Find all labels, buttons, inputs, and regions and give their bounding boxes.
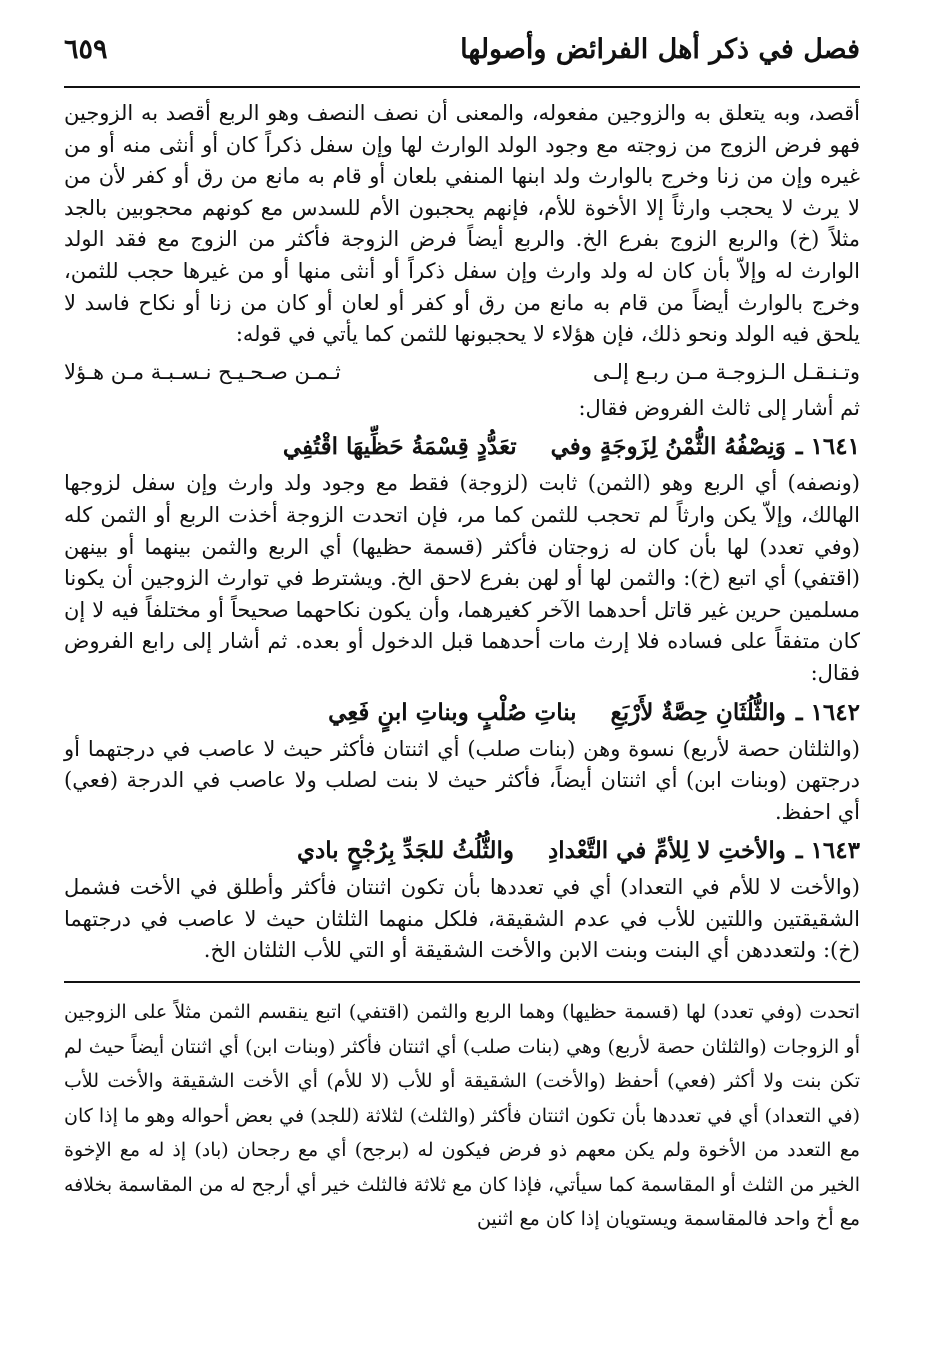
quote-verse-first-hemistich: وتـنـقـل الـزوجـة مـن ربـع إلـى [592, 359, 860, 384]
verse-1641-first-hemistich: وَنِصْفُهُ الثُّمْنُ لِزَوجَةٍ وفي [550, 433, 786, 461]
verse-1643-first-hemistich: والأختِ لا لِلأمِّ في التَّعْدادِ [547, 837, 786, 865]
verse-1642-number: ١٦٤٢ ـ [795, 698, 860, 726]
verse-1643-number: ١٦٤٣ ـ [795, 837, 860, 865]
verse-1642 [64, 694, 860, 732]
quote-verse-second-hemistich: ثـمـن صـحـيـح نـسـبـة مـن هـؤلا [64, 359, 341, 384]
verse-1643 [64, 832, 860, 870]
page-number: ٦٥٩ [64, 34, 108, 65]
paragraph-1: أقصد، وبه يتعلق به والزوجين مفعوله، والمعنى أن نصف النصف وهو الربع أقصد به الزوجين فهو فرض الزوج من زوجته مع وجود الولد الوارث لها وإن سفل ذكراً كان أو أنثى منه أو من غيره وإن من زنا وخرج بالوارث ولد ابنها المنفي بلعان أو قام به مانع من رق أو كفر لأن من لا يرث لا يحجب وارثاً إلا الأخوة للأم، فإنهم يحجبون الأم للسدس مع كونهم محجوبين بالجد مثلاً (خ) والربع الزوج بفرع الخ. والربع أيضاً فرض الزوجة فأكثر من الزوج مع فقد الولد الوارث له وإلاّ بأن كان له ولد وارث وإن سفل ذكراً أو أنثى منها أو من غيرها حجب للثمن، وخرج بالوارث أيضاً من قام به مانع من رق أو كفر أو لعان أو كان من زنا أو نكاح فاسد لا يلحق فيه الولد ونحو ذلك، فإن هؤلاء لا يحجبونها للثمن كما يأتي في قوله: [64, 101, 860, 347]
verse-1642-first-hemistich: والثُّلُثَانِ حِصَّةٌ لأَرْبَعِ [610, 698, 786, 726]
verse-1643-second-hemistich: والثُّلُثُ للجَدِّ بِرُجْحٍ بادي [296, 837, 514, 865]
page-header [64, 34, 860, 86]
paragraph-2: (ونصفه) أي الربع وهو (الثمن) ثابت (لزوجة) فقط مع وجود ولد وارث وإن سفل لزوجها الهالك، وإلاّ يكن وارثاً لم تحجب للثمن كما مر، فإن اتحدت الزوجة أخذت الربع أو الثمن كله (وفي تعدد) لها بأن كان له زوجتان فأكثر (قسمة حظيها) أي الربع والثمن بينهما أو بينهن (اقتفي) أي اتبع (خ): والثمن لها أو لهن بفرع لاحق الخ. ويشترط في توارث الزوجين أن يكونا مسلمين حرين غير قاتل أحدهما الآخر كغيرهما، وأن يكون نكاحهما صحيحاً أو مختلفاً فيه لا إن كان متفقاً على فساده فلا إرث مات أحدهما قبل الدخول أو بعده. ثم أشار إلى رابع الفروض فقال: [64, 471, 860, 685]
header-rule [64, 86, 860, 88]
verse-1642-second-hemistich: بناتِ صُلْبٍ وبناتِ ابنٍ فَعِي [328, 698, 577, 726]
chapter-title: فصل في ذكر أهل الفرائض وأصولها [460, 34, 860, 65]
paragraph-3: (والثلثان حصة لأربع) نسوة وهن (بنات صلب) أي اثنتان فأكثر حيث لا عاصب في درجتهما أو درجتهن (وبنات ابن) أي اثنتان أيضاً، فأكثر حيث لا بنت لصلب ولا عاصب في الدرجة (فعي) أي احفظ. [64, 736, 860, 824]
verse-1641-second-hemistich: تعَدُّدٍ قِسْمَةُ حَظِّيهَا اقْتُفِي [282, 433, 517, 461]
footnote: اتحدت (وفي تعدد) لها (قسمة حظيها) وهما الربع والثمن (اقتفي) اتبع ينقسم الثمن مثلاً على الزوجين أو الزوجات (والثلثان حصة لأربع) وهي (بنات صلب) أي اثنتان فأكثر (وبنات ابن) أي اثنتان أيضاً حيث لم تكن بنت ولا أكثر (فعي) أحفظ (والأخت) الشقيقة أو للأب (لا للأم) أي الأخت الشقيقة والأخت للأب (في التعداد) أي في تعددها بأن تكون اثنتان فأكثر (والثلث) لثلاثة (للجد) في بعض أحواله وهو ما إذا كان مع التعدد من الأخوة ولم يكن معهم ذو فرض فيكون له (برجح) أي مع رجحان (باد) إذ له مع الإخوة الخير من الثلث أو المقاسمة كما سيأتي، فإذا كان مع ثلاثة فالثلث خير أي أرجح له من المقاسمة بخلافه مع أخ واحد فالمقاسمة ويستويان إذا كان مع اثنين [64, 1001, 860, 1231]
verse-1641-number: ١٦٤١ ـ [795, 433, 860, 461]
verse-1641 [64, 428, 860, 466]
paragraph-4: (والأخت لا للأم في التعداد) أي في تعددها بأن تكون اثنتان فأكثر وأطلق في الأخت فشمل الشقيقتين واللتين للأب في عدم الشقيقة، فلكل منهما الثلثان حيث لا عاصب في درجتهما (خ): ولتعددهن أي البنت وبنت الابن والأخت الشقيقة أو التي للأب الثلثان الخ. [64, 875, 860, 963]
footnote-rule [64, 981, 860, 983]
quote-verse [64, 355, 860, 389]
transition-line-1: ثم أشار إلى ثالث الفروض فقال: [578, 395, 860, 420]
